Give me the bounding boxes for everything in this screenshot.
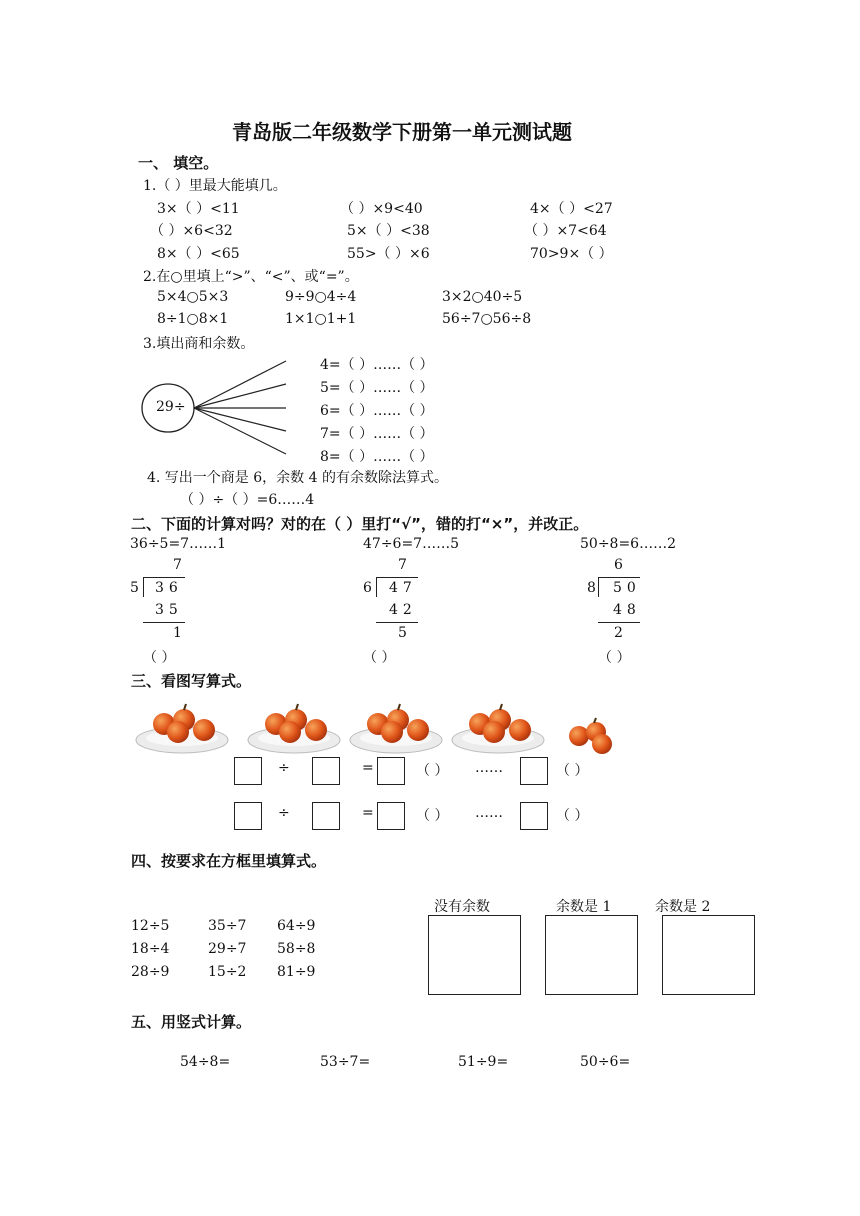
vertical-calc-item: 50÷6= <box>580 1054 631 1070</box>
section-1-heading: 一、 填空。 <box>138 154 219 172</box>
expr-item: 58÷8 <box>277 941 316 957</box>
expr-item: 64÷9 <box>277 918 316 934</box>
q3-row: 7=（ ）……（ ） <box>320 426 434 442</box>
q2-label: 2.在○里填上“>”、“<”、或“=”。 <box>143 269 359 285</box>
remainder-1-box[interactable] <box>545 915 638 995</box>
vertical-calc-item: 53÷7= <box>320 1054 371 1070</box>
apple-plates-illustration <box>134 696 634 760</box>
unit-paren: （ ） <box>556 763 589 779</box>
subtraction-line <box>598 622 640 623</box>
s2-quotient: 6 <box>614 557 623 573</box>
section-4-heading: 四、按要求在方框里填算式。 <box>131 852 327 870</box>
q3-row: 5=（ ）……（ ） <box>320 380 434 396</box>
answer-box[interactable] <box>520 757 548 785</box>
q2-item: 3×2○40÷5 <box>442 289 523 305</box>
long-division-bracket <box>376 577 377 597</box>
q1-item: （ ）×7<64 <box>524 223 607 239</box>
vertical-calc-item: 51÷9= <box>458 1054 509 1070</box>
box-label-remainder-1: 余数是 1 <box>556 899 612 915</box>
s2-remainder: 1 <box>173 625 182 641</box>
q1-item: 8×（ ）<65 <box>157 246 240 262</box>
s2-product: 35 <box>155 602 183 618</box>
equals-sign: = <box>362 805 374 821</box>
s2-divisor: 6 <box>363 580 372 596</box>
long-division-bar <box>598 577 640 578</box>
remainder-2-box[interactable] <box>662 915 755 995</box>
s2-answer-paren: （ ） <box>598 650 631 666</box>
q4-formula: （ ）÷（ ）=6……4 <box>180 492 315 508</box>
box-label-no-remainder: 没有余数 <box>434 899 490 915</box>
plate-3 <box>350 704 442 753</box>
q2-item: 9÷9○4÷4 <box>285 289 357 305</box>
remainder-dots: …… <box>475 805 503 821</box>
vertical-calc-item: 54÷8= <box>180 1054 231 1070</box>
division-sign: ÷ <box>278 805 290 821</box>
remainder-dots: …… <box>475 760 503 776</box>
no-remainder-box[interactable] <box>428 915 521 995</box>
unit-paren: （ ） <box>556 808 589 824</box>
q2-item: 1×1○1+1 <box>285 311 357 327</box>
expr-item: 81÷9 <box>277 964 316 980</box>
expr-item: 15÷2 <box>208 964 247 980</box>
plate-2 <box>248 704 340 753</box>
q3-row: 8=（ ）……（ ） <box>320 449 434 465</box>
q1-item: （ ）×6<32 <box>150 223 233 239</box>
answer-box[interactable] <box>520 802 548 830</box>
s2-dividend: 50 <box>613 580 641 596</box>
s2-equation: 50÷8=6……2 <box>580 536 676 552</box>
s2-product: 42 <box>389 602 417 618</box>
expr-item: 18÷4 <box>131 941 170 957</box>
q2-item: 8÷1○8×1 <box>157 311 229 327</box>
answer-box[interactable] <box>234 757 262 785</box>
division-sign: ÷ <box>278 760 290 776</box>
subtraction-line <box>376 622 418 623</box>
quotient-paren: （ ） <box>416 808 449 824</box>
plate-1 <box>136 704 228 753</box>
q1-item: 5×（ ）<38 <box>347 223 430 239</box>
subtraction-line <box>143 622 185 623</box>
q4-label: 4. 写出一个商是 6，余数 4 的有余数除法算式。 <box>147 470 448 486</box>
s2-equation: 47÷6=7……5 <box>363 536 459 552</box>
q3-row: 4=（ ）……（ ） <box>320 357 434 373</box>
section-5-heading: 五、用竖式计算。 <box>131 1013 252 1031</box>
page-title: 青岛版二年级数学下册第一单元测试题 <box>232 120 572 144</box>
s2-equation: 36÷5=7……1 <box>130 536 226 552</box>
s2-remainder: 2 <box>614 625 623 641</box>
expr-item: 29÷7 <box>208 941 247 957</box>
box-label-remainder-2: 余数是 2 <box>655 899 711 915</box>
long-division-bar <box>376 577 418 578</box>
q1-item: 55>（ ）×6 <box>347 246 430 262</box>
s2-divisor: 8 <box>587 580 596 596</box>
quotient-paren: （ ） <box>416 763 449 779</box>
q1-item: 4×（ ）<27 <box>530 201 613 217</box>
equals-sign: = <box>362 760 374 776</box>
section-3-heading: 三、看图写算式。 <box>131 672 252 690</box>
q1-label: 1.（ ）里最大能填几。 <box>143 178 287 194</box>
s2-answer-paren: （ ） <box>363 650 396 666</box>
q3-row: 6=（ ）……（ ） <box>320 403 434 419</box>
q2-item: 56÷7○56÷8 <box>442 311 532 327</box>
s2-dividend: 36 <box>155 580 183 596</box>
answer-box[interactable] <box>312 757 340 785</box>
loose-apples <box>569 718 612 754</box>
answer-box[interactable] <box>312 802 340 830</box>
answer-box[interactable] <box>377 802 405 830</box>
q1-item: （ ）×9<40 <box>340 201 423 217</box>
expr-item: 35÷7 <box>208 918 247 934</box>
s2-answer-paren: （ ） <box>143 650 176 666</box>
s2-remainder: 5 <box>398 625 407 641</box>
answer-box[interactable] <box>377 757 405 785</box>
expr-item: 28÷9 <box>131 964 170 980</box>
long-division-bracket <box>598 577 599 597</box>
q3-label: 3.填出商和余数。 <box>143 336 255 352</box>
q1-item: 70>9×（ ） <box>530 246 613 262</box>
s2-product: 48 <box>613 602 641 618</box>
s2-quotient: 7 <box>398 557 407 573</box>
s2-divisor: 5 <box>130 580 139 596</box>
q2-item: 5×4○5×3 <box>157 289 229 305</box>
answer-box[interactable] <box>234 802 262 830</box>
q1-item: 3×（ ）<11 <box>157 201 240 217</box>
long-division-bracket <box>143 577 144 597</box>
long-division-bar <box>143 577 185 578</box>
section-2-heading: 二、下面的计算对吗？对的在（ ）里打“√”，错的打“×”，并改正。 <box>131 515 589 533</box>
q3-center: 29÷ <box>156 399 186 415</box>
s2-quotient: 7 <box>173 557 182 573</box>
plate-4 <box>452 704 544 753</box>
expr-item: 12÷5 <box>131 918 170 934</box>
s2-dividend: 47 <box>389 580 417 596</box>
